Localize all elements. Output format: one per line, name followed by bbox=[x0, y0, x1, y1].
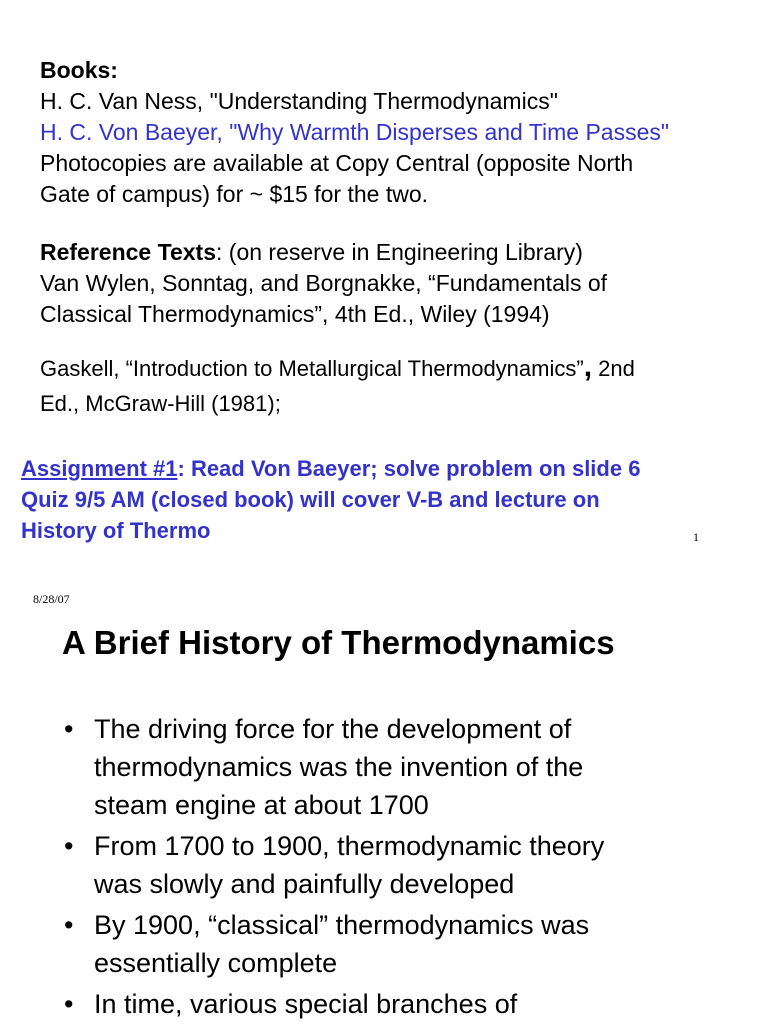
bullet-text-line: thermodynamics was the invention of the bbox=[94, 752, 584, 782]
assignment-line bbox=[21, 453, 640, 484]
reference-gaskell-title: Gaskell, “Introduction to Metallurgical Thermodynamics” bbox=[40, 356, 584, 381]
assignment-text: : Read Von Baeyer; solve problem on slide 6 bbox=[177, 456, 641, 481]
bullet-icon: • bbox=[64, 831, 74, 861]
reference-van-wylen-line-2: Classical Thermodynamics”, 4th Ed., Wiley (1994) bbox=[40, 301, 550, 327]
bullet-text-line: By 1900, “classical” thermodynamics was bbox=[94, 910, 590, 940]
quiz-line-1: Quiz 9/5 AM (closed book) will cover V-B and lecture on bbox=[21, 487, 600, 512]
bullet-text-line: essentially complete bbox=[94, 948, 338, 978]
bullet-item bbox=[64, 906, 744, 982]
bullet-text-line: In time, various special branches of bbox=[94, 989, 518, 1019]
quiz-line-2: History of Thermo bbox=[21, 518, 211, 543]
reference-texts-line bbox=[40, 237, 583, 268]
slide-title: A Brief History of Thermodynamics bbox=[62, 624, 615, 661]
bullet-text-line: From 1700 to 1900, thermodynamic theory bbox=[94, 831, 605, 861]
bullet-text-line: The driving force for the development of bbox=[94, 714, 572, 744]
bullet-text-line: was slowly and painfully developed bbox=[94, 869, 515, 899]
bullet-item bbox=[64, 710, 744, 824]
bullet-icon: • bbox=[64, 989, 74, 1019]
slide-2 bbox=[0, 560, 768, 1024]
page-number: 1 bbox=[693, 530, 699, 544]
reference-texts-note: : (on reserve in Engineering Library) bbox=[216, 239, 583, 265]
bullet-item bbox=[64, 827, 744, 903]
reference-texts-heading: Reference Texts bbox=[40, 239, 216, 265]
slide-date: 8/28/07 bbox=[33, 592, 70, 606]
reference-gaskell-line-2: Ed., McGraw-Hill (1981); bbox=[40, 391, 281, 416]
bullet-list bbox=[64, 710, 744, 1026]
book-von-baeyer: H. C. Von Baeyer, "Why Warmth Disperses and Time Passes" bbox=[40, 119, 670, 145]
book-van-ness: H. C. Van Ness, "Understanding Thermodynamics" bbox=[40, 88, 558, 114]
bullet-icon: • bbox=[64, 910, 74, 940]
reference-gaskell-edition: 2nd bbox=[592, 356, 635, 381]
reference-van-wylen-line-1: Van Wylen, Sonntag, and Borgnakke, “Fundamentals of bbox=[40, 270, 608, 296]
bullet-icon: • bbox=[64, 714, 74, 744]
assignment-link[interactable]: Assignment #1 bbox=[21, 456, 178, 481]
reference-gaskell-line-1 bbox=[40, 351, 635, 384]
reference-gaskell-comma: , bbox=[583, 350, 593, 383]
photocopies-line-2: Gate of campus) for ~ $15 for the two. bbox=[40, 181, 429, 207]
books-heading: Books: bbox=[40, 57, 118, 83]
bullet-item bbox=[64, 985, 744, 1023]
photocopies-line-1: Photocopies are available at Copy Central (opposite North bbox=[40, 150, 634, 176]
bullet-text-line: steam engine at about 1700 bbox=[94, 790, 429, 820]
